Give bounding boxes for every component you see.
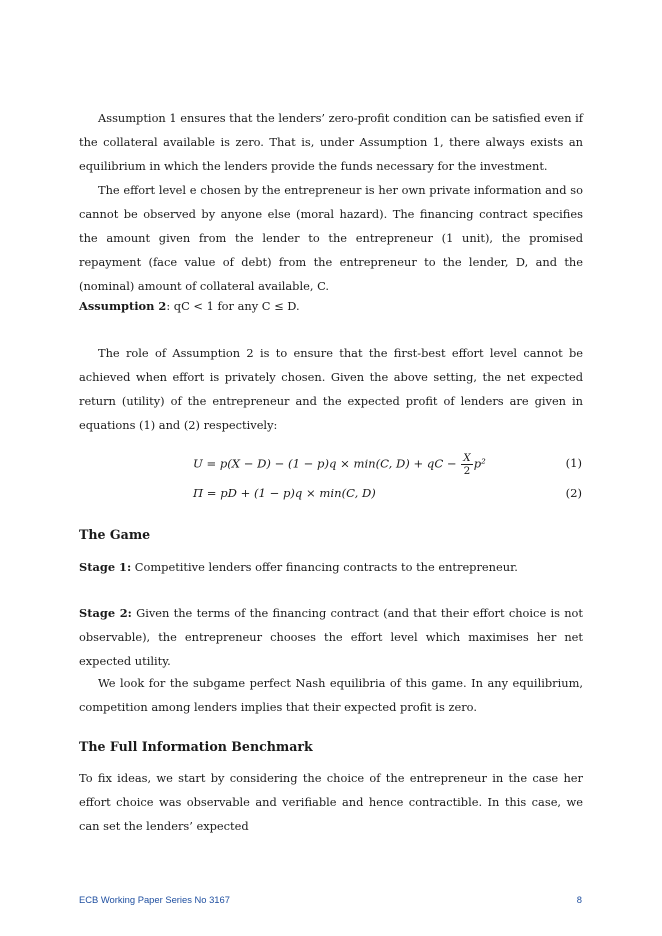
equation-1-number: (1) xyxy=(565,456,582,470)
footer-series-title: ECB Working Paper Series No 3167 xyxy=(79,894,230,905)
equation-1-body: U = p(X − D) − (1 − p)q × min(C, D) + qC − xyxy=(193,456,457,471)
equation-1-numerator: X xyxy=(463,452,471,464)
stage-2 xyxy=(79,601,583,673)
stage-2-label: Stage 2: xyxy=(79,606,132,620)
assumption-2-label: Assumption 2 xyxy=(79,299,167,313)
paragraph-effort-level: The effort level e chosen by the entrepreneur is her own private information and so cannot be observed by anyone else (moral hazard). The financing contract specifies the amount given from the lender to the entrepreneur (1 unit), the promised repayment (face value of debt) from the entrepreneur to the lender, D, and the (nominal) amount of collateral available, C. xyxy=(79,183,583,293)
heading-the-game: The Game xyxy=(79,527,151,542)
paragraph-subgame-equilibria: We look for the subgame perfect Nash equilibria of this game. In any equilibrium, competition among lenders implies that their expected profit is zero. xyxy=(79,676,583,714)
equation-1-tail: p² xyxy=(473,456,486,471)
paragraph-benchmark-intro: To fix ideas, we start by considering the choice of the entrepreneur in the case her effort choice was observable and verifiable and hence contractible. In this case, we can set the lenders’ expected xyxy=(79,771,583,833)
paragraph-assumption1-discussion: Assumption 1 ensures that the lenders’ zero-profit condition can be satisfied even if the collateral available is zero. That is, under Assumption 1, there always exists an equilibrium in which the lenders provide the funds necessary for the investment. xyxy=(79,111,583,173)
stage-2-text: Given the terms of the financing contract (and that their effort choice is not observable), the entrepreneur chooses the effort level which maximises her net expected utility. xyxy=(79,606,583,668)
equation-2: Π = pD + (1 − p)q × min(C, D) xyxy=(193,486,376,500)
equation-1-denominator: 2 xyxy=(463,465,471,477)
equation-1-fraction xyxy=(461,452,472,477)
assumption-2 xyxy=(79,294,583,318)
paragraph-assumption2-role: The role of Assumption 2 is to ensure that the first-best effort level cannot be achieved when effort is privately chosen. Given the above setting, the net expected return (utility) of the entrepreneur and the expected profit of lenders are given in equations (1) and (2) respectively: xyxy=(79,346,583,432)
assumption-2-text: : qC < 1 for any C ≤ D. xyxy=(166,299,300,313)
stage-1 xyxy=(79,555,583,579)
heading-full-information-benchmark: The Full Information Benchmark xyxy=(79,739,313,754)
stage-1-label: Stage 1: xyxy=(79,560,132,574)
equation-2-number: (2) xyxy=(565,486,582,500)
footer-page-number: 8 xyxy=(576,894,582,905)
equation-1 xyxy=(193,452,486,477)
stage-1-text: Competitive lenders offer financing contracts to the entrepreneur. xyxy=(131,560,518,574)
